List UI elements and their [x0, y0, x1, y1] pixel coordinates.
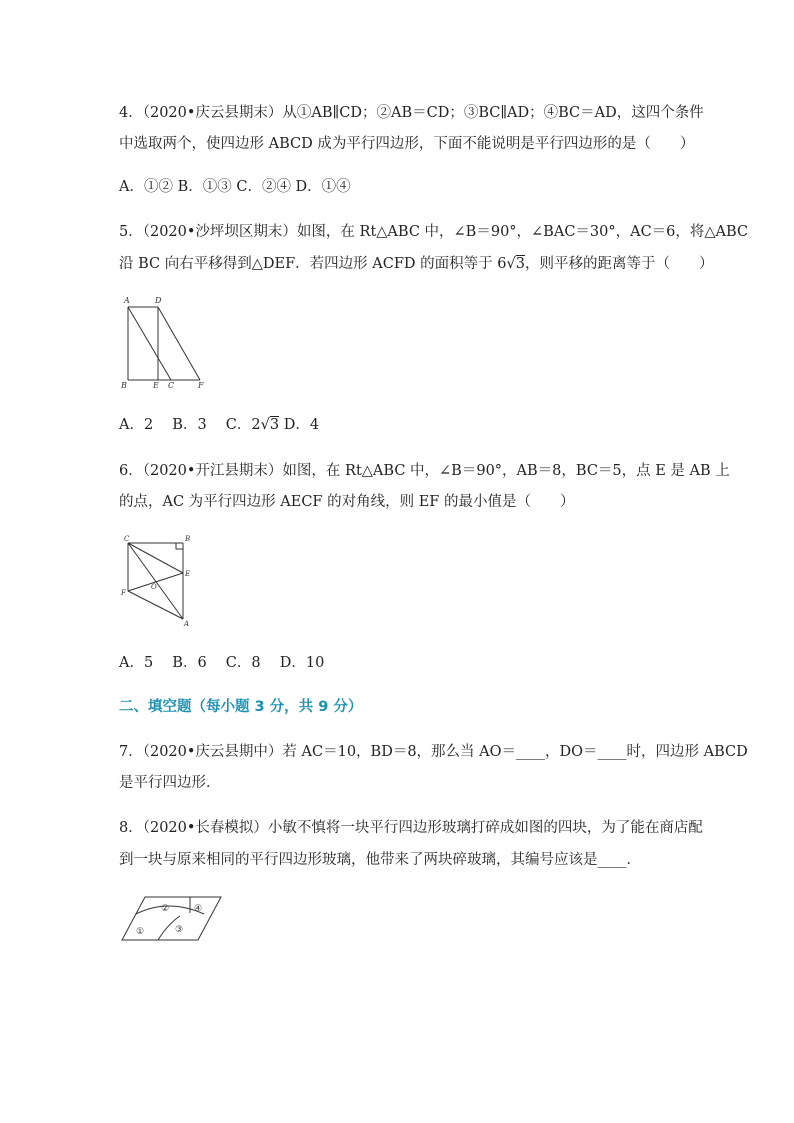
- q8-line2: 到一块与原来相同的平行四边形玻璃，他带来了两块碎玻璃，其编号应该是____．: [119, 852, 641, 868]
- q8-label-piece4: ④: [194, 904, 203, 914]
- q5-label-b: B: [121, 381, 127, 390]
- q6-line1: 6．（2020•开江县期末）如图，在 Rt△ABC 中，∠B＝90°，AB＝8，BC＝5，点 E 是 AB 上: [119, 463, 730, 479]
- q5-label-c: C: [168, 381, 175, 390]
- q6-label-f: F: [121, 589, 126, 597]
- q6-label-o: O: [151, 583, 157, 591]
- q5-options-a: A．2 B．3 C．2: [119, 417, 261, 433]
- q5-label-a: A: [124, 296, 130, 305]
- q6-label-a: A: [184, 620, 190, 628]
- sqrt-symbol: √3: [506, 256, 525, 272]
- q6-options: A．5 B．6 C．8 D．10: [119, 655, 325, 671]
- q6-figure: [118, 533, 198, 628]
- q5-line2-text-a: 沿 BC 向右平移得到△DEF．若四边形 ACFD 的面积等于 6: [119, 256, 507, 272]
- q6-label-c: C: [124, 535, 130, 543]
- q5-line2: [119, 254, 713, 274]
- q5-label-e: E: [153, 381, 159, 390]
- q5-line2-radicand: 3: [515, 256, 525, 272]
- q7-line1: 7．（2020•庆云县期中）若 AC＝10，BD＝8，那么当 AO＝____，DO＝____时，四边形 ABCD: [119, 744, 748, 760]
- q4-line1: 4．（2020•庆云县期末）从①AB∥CD；②AB＝CD；③BC∥AD；④BC＝AD，这四个条件: [119, 105, 704, 121]
- q4-options: A．①② B．①③ C．②④ D．①④: [119, 179, 351, 195]
- q5-figure: [118, 295, 218, 390]
- q6-label-e: E: [185, 570, 191, 578]
- q8-line1: 8．（2020•长春模拟）小敏不慎将一块平行四边形玻璃打碎成如图的四块，为了能在商店配: [119, 820, 703, 836]
- q5-line2-text-b: ，则平移的距离等于（ ）: [524, 256, 714, 272]
- q8-label-piece2: ②: [161, 904, 170, 914]
- q6-label-b: B: [185, 535, 191, 543]
- q5-label-f: F: [198, 381, 204, 390]
- q8-label-piece1: ①: [136, 927, 145, 937]
- q5-options-radicand: 3: [269, 417, 280, 433]
- q8-figure: [118, 892, 228, 944]
- sqrt-symbol: √3: [260, 417, 280, 433]
- q8-label-piece3: ③: [175, 925, 184, 935]
- q7-line2: 是平行四边形．: [119, 775, 221, 791]
- q5-options: [119, 415, 319, 435]
- section2-title: 二、填空题（每小题 3 分，共 9 分）: [119, 699, 363, 715]
- q6-line2: 的点，AC 为平行四边形 AECF 的对角线，则 EF 的最小值是（ ）: [119, 494, 575, 510]
- q5-line1: 5．（2020•沙坪坝区期末）如图，在 Rt△ABC 中，∠B＝90°，∠BAC＝30°，AC＝6，将△ABC: [119, 224, 749, 240]
- q5-label-d: D: [155, 296, 162, 305]
- q4-line2: 中选取两个，使四边形 ABCD 成为平行四边形，下面不能说明是平行四边形的是（ ）: [119, 136, 695, 152]
- q5-options-b: D．4: [279, 417, 320, 433]
